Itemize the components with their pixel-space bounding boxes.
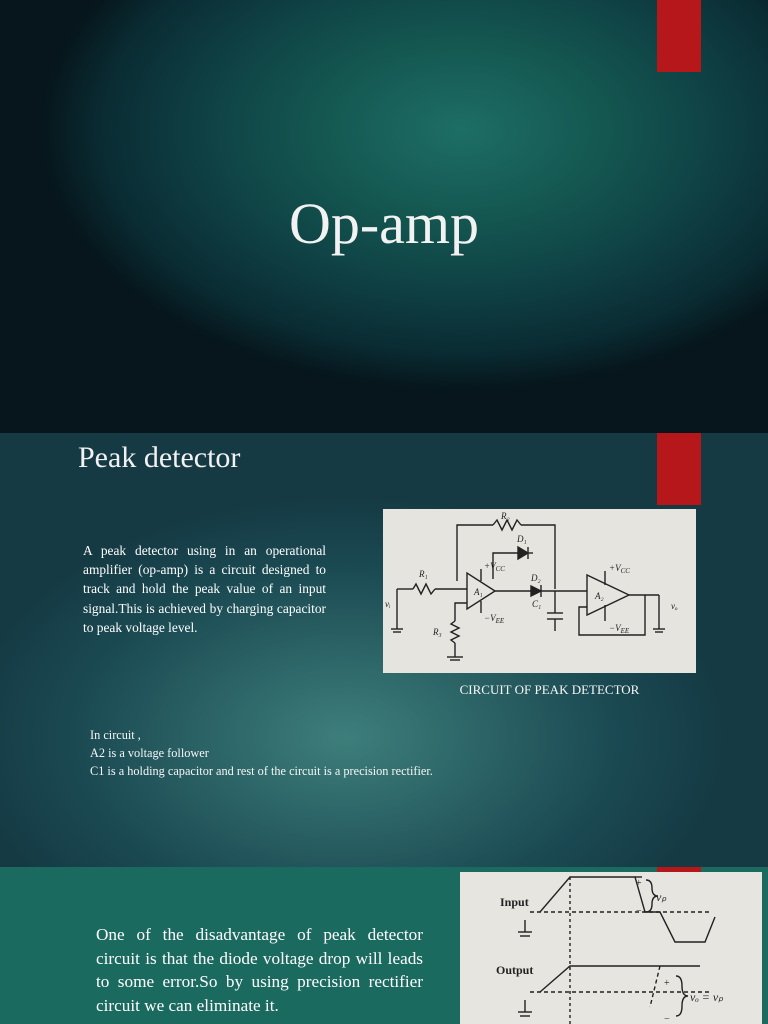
- label-plus-2: +: [664, 978, 670, 989]
- slide-heading: Peak detector: [78, 441, 241, 474]
- label-vo-eq: vₒ = vₚ: [690, 990, 724, 1004]
- circuit-diagram: [383, 509, 696, 673]
- peak-detector-circuit-figure: [383, 509, 696, 673]
- label-vee2: $-V_{EE}$: [609, 623, 630, 635]
- label-r3: R₃: [433, 627, 442, 637]
- label-vee1: $-V_{EE}$: [484, 613, 505, 625]
- waveform-figure: [460, 872, 762, 1024]
- label-output: Output: [496, 963, 534, 977]
- slide-body-text: A peak detector using in an operational amplifier (op-amp) is a circuit designed to track and hold the peak value of an input signal.This is achieved by charging capacitor to peak voltage level.: [83, 543, 326, 635]
- slide-title: Op-amp: [288, 191, 480, 256]
- peak-detector-slide: [0, 433, 768, 867]
- accent-bar: [657, 433, 701, 505]
- figure-caption: CIRCUIT OF PEAK DETECTOR: [459, 682, 640, 697]
- label-d2: D₂: [531, 573, 541, 583]
- label-vi: vᵢ: [385, 599, 391, 609]
- label-input: Input: [500, 895, 529, 909]
- label-a2: A₂: [595, 591, 604, 601]
- label-vcc1: $+V_{CC}$: [484, 561, 505, 573]
- slide-body-text: One of the disadvantage of peak detector circuit is that the diode voltage drop will leads to some error.So by using precision rectifier circuit we can eliminate it.: [96, 925, 423, 1015]
- title-slide: [0, 0, 768, 433]
- label-plus-1: +: [636, 878, 642, 889]
- waveform-diagram: [460, 872, 762, 1024]
- label-minus-1: −: [636, 906, 642, 917]
- label-vo: vₒ: [671, 601, 678, 611]
- label-d1: D₁: [517, 534, 527, 544]
- label-vp: vₚ: [656, 890, 667, 904]
- label-minus-2: −: [664, 1014, 670, 1024]
- circuit-notes: [90, 726, 433, 780]
- note-line: C1 is a holding capacitor and rest of the circuit is a precision rectifier.: [90, 764, 433, 778]
- accent-bar: [657, 0, 701, 72]
- label-vcc2: $+V_{CC}$: [609, 563, 630, 575]
- disadvantage-slide: [0, 867, 768, 1024]
- label-r2: R₂: [501, 511, 510, 521]
- label-r1: R₁: [419, 569, 428, 579]
- note-line: A2 is a voltage follower: [90, 746, 209, 760]
- note-line: In circuit ,: [90, 728, 141, 742]
- label-c1: C₁: [532, 599, 542, 609]
- label-a1: A₁: [474, 587, 483, 597]
